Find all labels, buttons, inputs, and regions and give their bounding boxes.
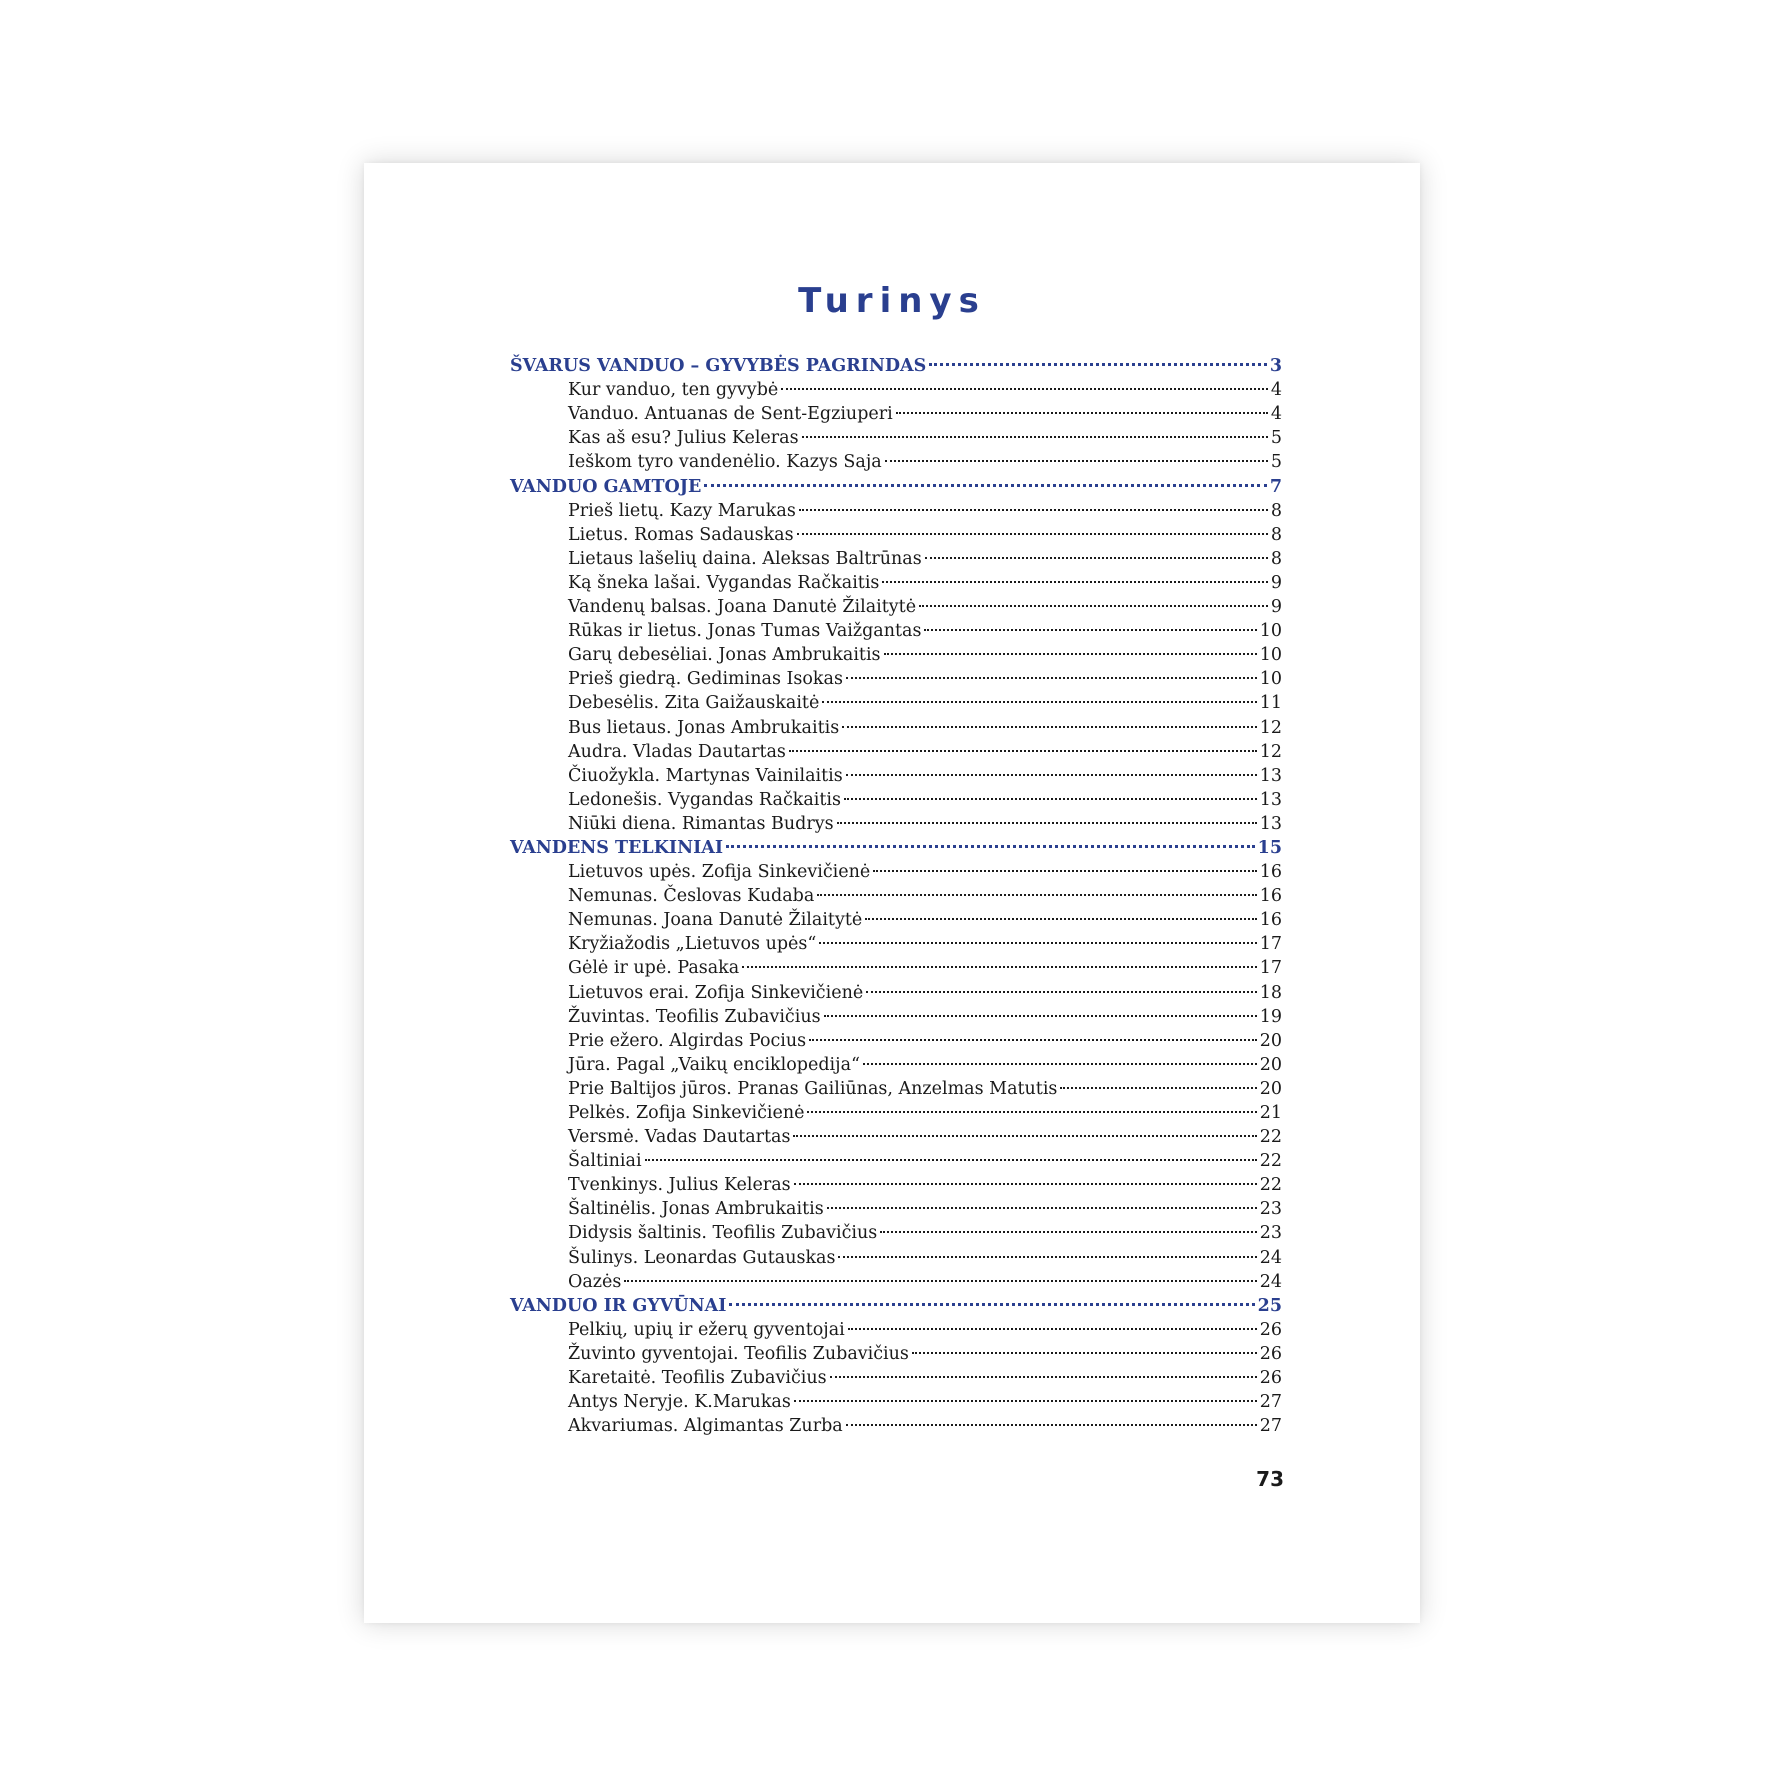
- dot-leader: [794, 1166, 1257, 1190]
- toc-page-number: 13: [1259, 813, 1282, 834]
- page-number: 73: [1256, 1467, 1284, 1491]
- dot-leader: [884, 636, 1257, 660]
- dot-leader: [729, 1287, 1254, 1311]
- dot-leader: [824, 998, 1257, 1022]
- toc-page-number: 21: [1259, 1103, 1282, 1123]
- toc-section-title: ŠVARUS VANDUO – GYVYBĖS PAGRINDAS: [510, 356, 927, 377]
- dot-leader: [846, 1407, 1257, 1431]
- toc-entry-title: Ieškom tyro vandenėlio. Kazys Saja: [568, 452, 882, 473]
- toc-page-number: 16: [1259, 886, 1282, 907]
- toc-entry-title: Jūra. Pagal „Vaikų enciklopedija“: [568, 1054, 860, 1075]
- toc-section-title: VANDUO IR GYVŪNAI: [510, 1295, 727, 1316]
- toc-entry-title: Niūki diena. Rimantas Budrys: [568, 813, 834, 834]
- toc-entry-title: Audra. Vladas Dautartas: [568, 741, 786, 762]
- toc-page-number: 8: [1270, 500, 1282, 521]
- toc-section-title: VANDENS TELKINIAI: [510, 837, 724, 858]
- toc-entry-title: Akvariumas. Algimantas Zurba: [568, 1416, 843, 1437]
- toc-entry-title: Čiuožykla. Martynas Vainilaitis: [568, 765, 843, 786]
- toc-page-number: 8: [1270, 524, 1282, 545]
- dot-leader: [742, 949, 1257, 973]
- toc-entry-title: Prie Baltijos jūros. Pranas Gailiūnas, Anzelmas Matutis: [568, 1078, 1058, 1099]
- dot-leader: [882, 564, 1267, 588]
- dot-leader: [827, 1190, 1257, 1214]
- toc-page-number: 9: [1270, 572, 1282, 593]
- dot-leader: [704, 467, 1266, 491]
- toc-entry-title: Lietaus lašelių daina. Aleksas Baltrūnas: [568, 548, 922, 569]
- toc-entry-title: Prieš giedrą. Gediminas Isokas: [568, 669, 843, 690]
- toc-entry-title: Šaltiniai: [568, 1151, 642, 1172]
- dot-leader: [822, 684, 1256, 708]
- toc-page-number: 5: [1270, 428, 1282, 449]
- toc-page-number: 4: [1270, 380, 1282, 401]
- toc-entry-title: Garų debesėliai. Jonas Ambrukaitis: [568, 645, 881, 666]
- dot-leader: [789, 733, 1257, 757]
- toc-page-number: 20: [1259, 1054, 1282, 1075]
- toc-page-number: 13: [1259, 765, 1282, 786]
- toc-entry-title: Žuvinto gyventojai. Teofilis Zubavičius: [568, 1343, 909, 1364]
- toc-page-number: 4: [1270, 404, 1282, 425]
- toc-entry-title: Lietuvos upės. Zofija Sinkevičienė: [568, 862, 871, 883]
- toc-page-number: 26: [1259, 1319, 1282, 1340]
- toc-entry-title: Oazės: [568, 1271, 622, 1292]
- toc-page-number: 9: [1270, 597, 1282, 618]
- toc-entry-title: Ledonešis. Vygandas Račkaitis: [568, 789, 841, 810]
- toc-entry-title: Prie ežero. Algirdas Pocius: [568, 1030, 807, 1051]
- toc-page-number: 22: [1259, 1151, 1282, 1172]
- toc-page-number: 22: [1259, 1127, 1282, 1148]
- toc-page-number: 11: [1259, 693, 1282, 714]
- toc-entry-title: Pelkės. Zofija Sinkevičienė: [568, 1103, 805, 1123]
- toc-page-number: 19: [1259, 1006, 1282, 1027]
- dot-leader: [830, 1359, 1257, 1383]
- toc-page-number: 16: [1259, 862, 1282, 883]
- toc-page-number: 27: [1259, 1392, 1282, 1413]
- toc-entry-title: Šulinys. Leonardas Gutauskas: [568, 1247, 836, 1268]
- toc-page-number: 23: [1259, 1199, 1282, 1220]
- dot-leader: [802, 419, 1268, 443]
- toc-entry-title: Tvenkinys. Julius Keleras: [568, 1175, 791, 1196]
- toc-page-number: 10: [1259, 621, 1282, 642]
- toc-entry-title: Šaltinėlis. Jonas Ambrukaitis: [568, 1199, 824, 1220]
- toc-entry-title: Karetaitė. Teofilis Zubavičius: [568, 1368, 827, 1389]
- book-page: [364, 163, 1420, 1623]
- toc-page-number: 8: [1270, 548, 1282, 569]
- toc-entry-title: Vanduo. Antuanas de Sent-Egziuperi: [568, 404, 893, 425]
- toc-entry-title: Kas aš esu? Julius Keleras: [568, 428, 799, 449]
- dot-leader: [819, 925, 1256, 949]
- toc-entry-title: Kur vanduo, ten gyvybė: [568, 380, 779, 401]
- toc-entry-title: Debesėlis. Zita Gaižauskaitė: [568, 693, 820, 714]
- dot-leader: [817, 877, 1256, 901]
- dot-leader: [809, 1022, 1257, 1046]
- dot-leader: [846, 757, 1257, 781]
- dot-leader: [924, 612, 1256, 636]
- dot-leader: [793, 1118, 1256, 1142]
- toc-entry-title: Žuvintas. Teofilis Zubavičius: [568, 1006, 821, 1027]
- dot-leader: [865, 901, 1256, 925]
- toc-page-number: 20: [1259, 1078, 1282, 1099]
- dot-leader: [848, 1311, 1257, 1335]
- toc-entry-title: Ką šneka lašai. Vygandas Račkaitis: [568, 572, 880, 593]
- toc-page-number: 10: [1259, 645, 1282, 666]
- toc-entry-title: Rūkas ir lietus. Jonas Tumas Vaižgantas: [568, 621, 922, 642]
- dot-leader: [885, 443, 1268, 467]
- toc-page-number: 12: [1259, 717, 1282, 738]
- toc-section-title: VANDUO GAMTOJE: [510, 476, 702, 497]
- dot-leader: [925, 540, 1268, 564]
- toc-page-number: 16: [1259, 910, 1282, 931]
- dot-leader: [842, 708, 1257, 732]
- toc-entry-title: Didysis šaltinis. Teofilis Zubavičius: [568, 1223, 878, 1244]
- toc-section-row: [510, 347, 1282, 377]
- table-of-contents: [510, 347, 1282, 1437]
- dot-leader: [896, 395, 1268, 419]
- dot-leader: [838, 1238, 1256, 1262]
- toc-section-row: [510, 1287, 1282, 1316]
- toc-page-number: 23: [1259, 1223, 1282, 1244]
- dot-leader: [794, 1383, 1257, 1407]
- dot-leader: [781, 371, 1268, 395]
- dot-leader: [919, 588, 1268, 612]
- toc-page-number: 25: [1257, 1295, 1282, 1316]
- dot-leader: [837, 805, 1257, 829]
- toc-entry-title: Nemunas. Joana Danutė Žilaitytė: [568, 910, 863, 931]
- toc-entry-title: Versmė. Vadas Dautartas: [568, 1127, 791, 1148]
- dot-leader: [873, 853, 1256, 877]
- toc-page-number: 13: [1259, 789, 1282, 810]
- toc-entry-title: Antys Neryje. K.Marukas: [568, 1392, 791, 1413]
- dot-leader: [863, 1046, 1257, 1070]
- toc-page-number: 15: [1257, 837, 1282, 858]
- dot-leader: [797, 516, 1268, 540]
- dot-leader: [1060, 1070, 1256, 1094]
- toc-page-number: 20: [1259, 1030, 1282, 1051]
- toc-entry-row: [510, 1263, 1282, 1292]
- dot-leader: [880, 1214, 1256, 1238]
- toc-entry-title: Lietus. Romas Sadauskas: [568, 524, 794, 545]
- dot-leader: [799, 492, 1268, 516]
- dot-leader: [726, 829, 1255, 853]
- toc-page-number: 17: [1259, 958, 1282, 979]
- dot-leader: [807, 1094, 1256, 1118]
- toc-page-number: 27: [1259, 1416, 1282, 1437]
- toc-entry-title: Bus lietaus. Jonas Ambrukaitis: [568, 717, 840, 738]
- dot-leader: [846, 660, 1257, 684]
- toc-page-number: 12: [1259, 741, 1282, 762]
- toc-entry-title: Pelkių, upių ir ežerų gyventojai: [568, 1319, 845, 1340]
- toc-entry-title: Lietuvos erai. Zofija Sinkevičienė: [568, 982, 864, 1003]
- toc-entry-title: Prieš lietų. Kazy Marukas: [568, 500, 796, 521]
- toc-entry-title: Gėlė ir upė. Pasaka: [568, 958, 740, 979]
- toc-page-number: 24: [1259, 1247, 1282, 1268]
- toc-page-number: 7: [1269, 476, 1282, 497]
- dot-leader: [912, 1335, 1257, 1359]
- toc-page-number: 3: [1269, 356, 1282, 377]
- toc-page-number: 5: [1270, 452, 1282, 473]
- dot-leader: [929, 347, 1267, 371]
- toc-page-number: 26: [1259, 1343, 1282, 1364]
- dot-leader: [866, 973, 1257, 997]
- dot-leader: [645, 1142, 1257, 1166]
- toc-page-number: 10: [1259, 669, 1282, 690]
- toc-entry-title: Kryžiažodis „Lietuvos upės“: [568, 934, 817, 955]
- page-title: Turinys: [798, 281, 986, 321]
- toc-entry-title: Nemunas. Česlovas Kudaba: [568, 886, 815, 907]
- dot-leader: [844, 781, 1257, 805]
- dot-leader: [624, 1263, 1256, 1287]
- toc-page-number: 17: [1259, 934, 1282, 955]
- toc-entry-title: Vandenų balsas. Joana Danutė Žilaitytė: [568, 597, 917, 618]
- toc-page-number: 24: [1259, 1271, 1282, 1292]
- toc-page-number: 26: [1259, 1368, 1282, 1389]
- toc-page-number: 22: [1259, 1175, 1282, 1196]
- toc-page-number: 18: [1259, 982, 1282, 1003]
